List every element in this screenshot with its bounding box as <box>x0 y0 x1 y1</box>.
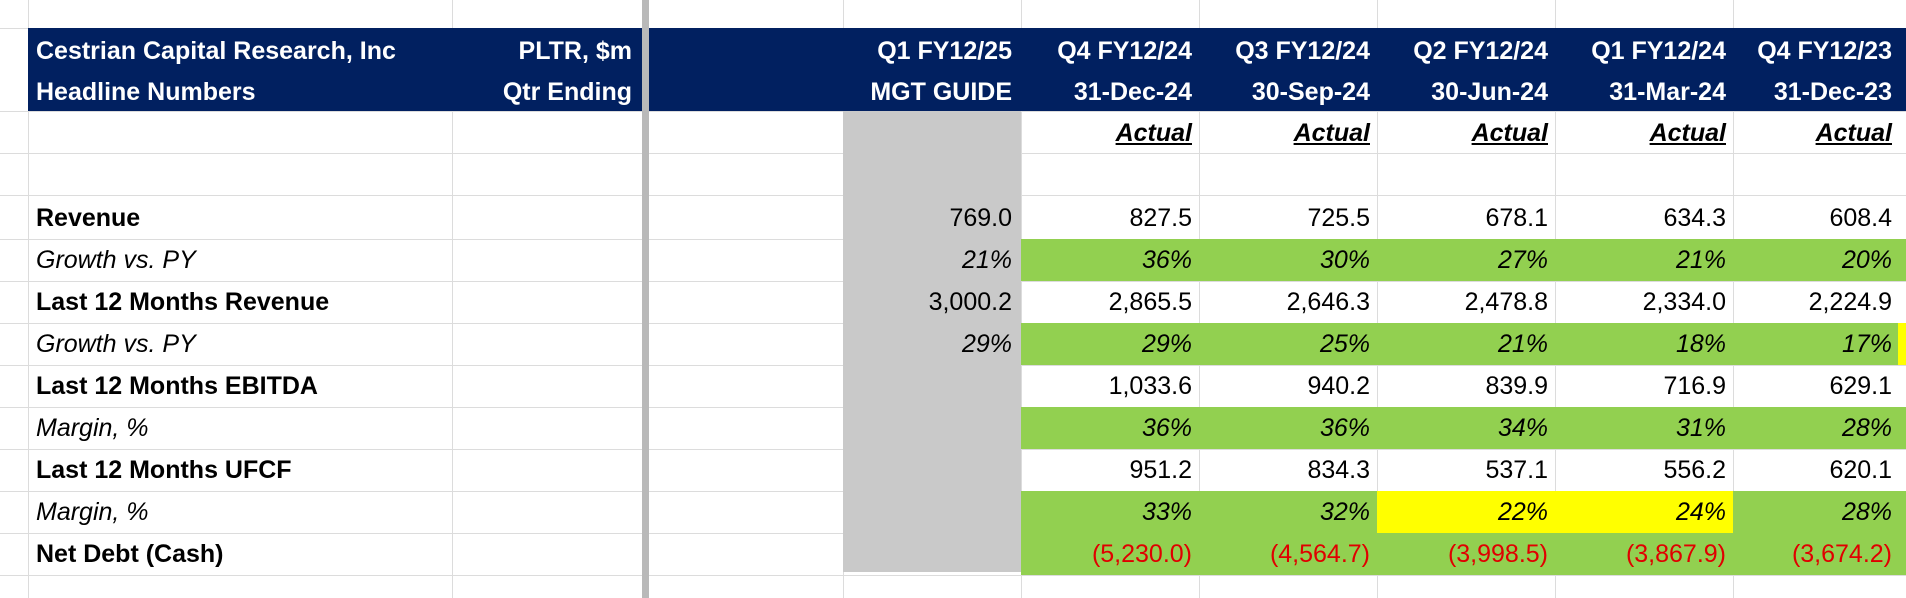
table-cell[interactable]: 2,478.8 <box>1464 288 1548 316</box>
table-cell[interactable]: 678.1 <box>1485 204 1548 232</box>
column-period: Q4 FY12/23 <box>1757 37 1892 65</box>
table-cell[interactable]: 28% <box>1841 414 1892 442</box>
table-cell[interactable]: 31% <box>1675 414 1726 442</box>
table-cell[interactable]: 3,000.2 <box>928 288 1012 316</box>
table-cell[interactable]: 34% <box>1497 414 1548 442</box>
table-cell[interactable]: 21% <box>1675 246 1726 274</box>
table-cell[interactable]: (3,998.5) <box>1447 540 1548 568</box>
table-cell[interactable]: 629.1 <box>1829 372 1892 400</box>
ticker-label: PLTR, $m <box>518 37 632 65</box>
table-cell[interactable]: 827.5 <box>1129 204 1192 232</box>
table-cell[interactable]: 556.2 <box>1663 456 1726 484</box>
column-date: 30-Sep-24 <box>1251 78 1370 106</box>
table-cell[interactable]: 36% <box>1141 414 1192 442</box>
table-cell[interactable]: 839.9 <box>1485 372 1548 400</box>
column-period: Q4 FY12/24 <box>1057 37 1192 65</box>
table-cell[interactable]: 2,334.0 <box>1642 288 1726 316</box>
row-label: Margin, % <box>36 498 149 526</box>
table-cell[interactable]: 20% <box>1841 246 1892 274</box>
table-cell[interactable]: 620.1 <box>1829 456 1892 484</box>
table-cell[interactable]: 30% <box>1319 246 1370 274</box>
table-cell[interactable]: 608.4 <box>1829 204 1892 232</box>
table-cell[interactable]: 32% <box>1319 498 1370 526</box>
table-cell[interactable]: 25% <box>1319 330 1370 358</box>
table-cell[interactable]: 951.2 <box>1129 456 1192 484</box>
table-cell[interactable]: 24% <box>1675 498 1726 526</box>
table-cell[interactable]: (5,230.0) <box>1091 540 1192 568</box>
column-date: 31-Mar-24 <box>1609 78 1726 106</box>
row-label: Growth vs. PY <box>36 246 196 274</box>
table-cell[interactable]: 36% <box>1141 246 1192 274</box>
table-cell[interactable]: 716.9 <box>1663 372 1726 400</box>
column-status: Actual <box>1115 119 1192 147</box>
column-date: MGT GUIDE <box>870 78 1012 106</box>
column-period: Q3 FY12/24 <box>1235 37 1370 65</box>
row-label: Last 12 Months UFCF <box>36 456 292 484</box>
column-status: Actual <box>1649 119 1726 147</box>
table-cell[interactable]: 29% <box>961 330 1012 358</box>
table-cell[interactable]: 22% <box>1497 498 1548 526</box>
table-cell[interactable]: 17% <box>1841 330 1892 358</box>
table-cell[interactable]: 1,033.6 <box>1108 372 1192 400</box>
table-cell[interactable]: 634.3 <box>1663 204 1726 232</box>
row-label: Last 12 Months EBITDA <box>36 372 318 400</box>
column-date: 31-Dec-24 <box>1073 78 1192 106</box>
table-cell[interactable]: 28% <box>1841 498 1892 526</box>
table-cell[interactable]: 21% <box>1497 330 1548 358</box>
row-label: Revenue <box>36 204 141 232</box>
sheet-subtitle: Headline Numbers <box>36 78 256 106</box>
table-cell[interactable]: 36% <box>1319 414 1370 442</box>
table-cell[interactable]: 18% <box>1675 330 1726 358</box>
table-cell[interactable]: 2,646.3 <box>1286 288 1370 316</box>
table-cell[interactable]: 537.1 <box>1485 456 1548 484</box>
column-period: Q1 FY12/25 <box>877 37 1012 65</box>
row-label: Last 12 Months Revenue <box>36 288 330 316</box>
column-date: 31-Dec-23 <box>1773 78 1892 106</box>
column-status: Actual <box>1815 119 1892 147</box>
offscreen-highlight-edge <box>1898 323 1906 365</box>
table-cell[interactable]: 29% <box>1141 330 1192 358</box>
frozen-pane-divider[interactable] <box>642 0 649 598</box>
table-cell[interactable]: 769.0 <box>949 204 1012 232</box>
column-date: 30-Jun-24 <box>1431 78 1548 106</box>
row-label: Margin, % <box>36 414 149 442</box>
table-cell[interactable]: (4,564.7) <box>1269 540 1370 568</box>
column-period: Q2 FY12/24 <box>1413 37 1548 65</box>
row-label: Net Debt (Cash) <box>36 540 224 568</box>
table-cell[interactable]: (3,674.2) <box>1791 540 1892 568</box>
row-label: Growth vs. PY <box>36 330 196 358</box>
column-status: Actual <box>1293 119 1370 147</box>
row-gridline <box>0 575 1906 576</box>
table-cell[interactable]: 940.2 <box>1307 372 1370 400</box>
table-cell[interactable]: 2,224.9 <box>1808 288 1892 316</box>
table-cell[interactable]: 725.5 <box>1307 204 1370 232</box>
table-cell[interactable]: 21% <box>961 246 1012 274</box>
column-status: Actual <box>1471 119 1548 147</box>
table-cell[interactable]: 834.3 <box>1307 456 1370 484</box>
qtr-ending-label: Qtr Ending <box>502 78 632 106</box>
table-cell[interactable]: (3,867.9) <box>1625 540 1726 568</box>
table-cell[interactable]: 27% <box>1497 246 1548 274</box>
table-cell[interactable]: 33% <box>1141 498 1192 526</box>
company-name: Cestrian Capital Research, Inc <box>36 37 396 65</box>
column-period: Q1 FY12/24 <box>1591 37 1726 65</box>
table-cell[interactable]: 2,865.5 <box>1108 288 1192 316</box>
